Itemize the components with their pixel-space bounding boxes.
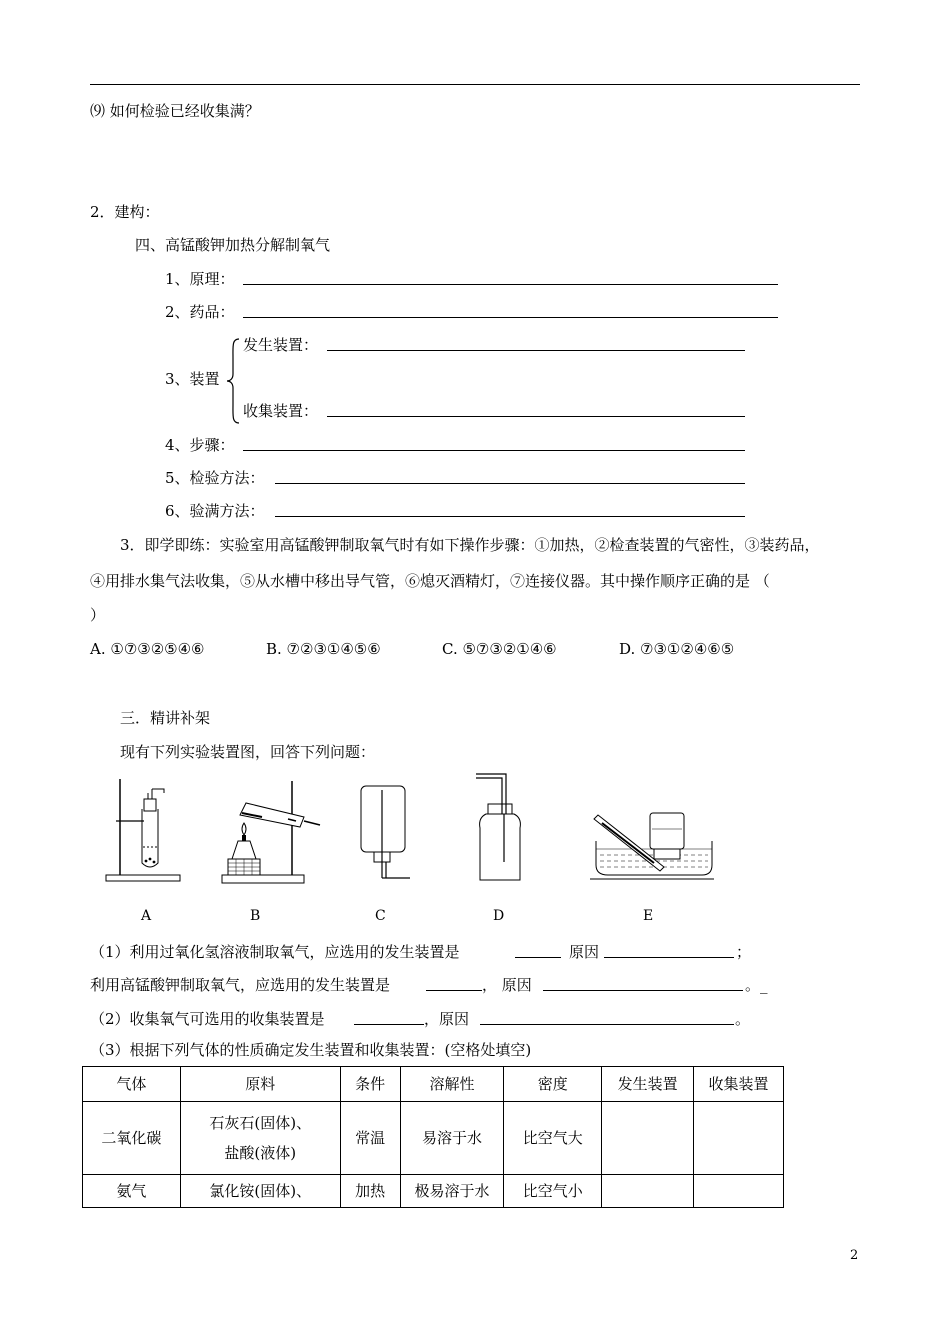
question-9: ⑼ 如何检验已经收集满？ [90, 102, 260, 120]
apparatus-e-drawing [590, 805, 714, 885]
steps-blank[interactable] [243, 450, 745, 451]
section-2-heading: 2．建构： [90, 203, 160, 221]
table-row [83, 1175, 784, 1208]
q1-text-6: 。_ [745, 976, 768, 994]
table-row [83, 1102, 784, 1175]
option-b[interactable]: B. ⑦②③①④⑤⑥ [266, 640, 381, 658]
q3-text: （3）根据下列气体的性质确定发生装置和收集装置：(空格处填空) [90, 1041, 532, 1059]
full-test-label: 6、验满方法： [165, 502, 265, 520]
cell-condition: 常温 [340, 1102, 400, 1175]
q1-text-5: ， 原因 [482, 976, 532, 994]
cell-material-line-1: 石灰石(固体)、 [209, 1114, 312, 1132]
cell-gas: 氨气 [83, 1175, 181, 1208]
collection-label: 收集装置： [243, 402, 319, 420]
test-method-blank[interactable] [275, 483, 745, 484]
principle-blank[interactable] [243, 284, 778, 285]
q2-text-3: 。 [735, 1010, 751, 1028]
cell-generation-input[interactable] [602, 1102, 694, 1175]
apparatus-c-drawing [358, 782, 413, 884]
option-a[interactable]: A. ①⑦③②⑤④⑥ [90, 640, 205, 658]
generation-label: 发生装置： [243, 336, 319, 354]
topic-4-heading: 四、高锰酸钾加热分解制氧气 [135, 236, 331, 254]
header-solubility: 溶解性 [400, 1067, 504, 1102]
q1-reason-blank-2[interactable] [543, 990, 743, 991]
q1-text-1: （1）利用过氧化氢溶液制取氧气，应选用的发生装置是 [90, 943, 460, 961]
header-collection: 收集装置 [694, 1067, 784, 1102]
apparatus-b-drawing [218, 777, 328, 887]
figure-label-b: B [250, 908, 261, 924]
q1-reason-blank-1[interactable] [604, 957, 734, 958]
cell-generation-input[interactable] [602, 1175, 694, 1208]
practice-line-3: ） [90, 606, 106, 624]
page-number: 2 [850, 1248, 859, 1263]
cell-solubility: 易溶于水 [400, 1102, 504, 1175]
cell-collection-input[interactable] [694, 1102, 784, 1175]
option-c[interactable]: C. ⑤⑦③②①④⑥ [442, 640, 557, 658]
figure-label-a: A [141, 908, 152, 924]
figure-intro: 现有下列实验装置图，回答下列问题： [120, 743, 376, 761]
q1-generation-blank-1[interactable] [515, 957, 561, 958]
cell-density: 比空气大 [504, 1102, 602, 1175]
q1-text-2: 原因 [569, 943, 600, 961]
apparatus-label: 3、装置 [165, 370, 220, 388]
apparatus-a-drawing [104, 775, 184, 885]
practice-line-1: 3．即学即练：实验室用高锰酸钾制取氧气时有如下操作步骤：①加热，②检查装置的气密性，③装药品， [120, 536, 820, 554]
header-material: 原料 [180, 1067, 340, 1102]
header-rule [90, 84, 860, 85]
practice-line-2: ④用排水集气法收集，⑤从水槽中移出导气管，⑥熄灭酒精灯，⑦连接仪器。其中操作顺序正确的是 （ [90, 572, 770, 590]
cell-condition: 加热 [340, 1175, 400, 1208]
table-header-row [83, 1067, 784, 1102]
reagents-blank[interactable] [243, 317, 778, 318]
header-gas: 气体 [83, 1067, 181, 1102]
q1-text-4: 利用高锰酸钾制取氧气，应选用的发生装置是 [90, 976, 391, 994]
q2-text-2: ，原因 [424, 1010, 470, 1028]
gas-properties-table [82, 1066, 784, 1208]
header-density: 密度 [504, 1067, 602, 1102]
cell-material-line-2: 盐酸(液体) [224, 1144, 297, 1162]
figure-label-d: D [493, 908, 505, 924]
test-method-label: 5、检验方法： [165, 469, 265, 487]
header-generation: 发生装置 [602, 1067, 694, 1102]
cell-density: 比空气小 [504, 1175, 602, 1208]
generation-blank[interactable] [327, 350, 745, 351]
principle-label: 1、原理： [165, 270, 235, 288]
q2-reason-blank[interactable] [480, 1024, 734, 1025]
collection-blank[interactable] [327, 416, 745, 417]
steps-label: 4、步骤： [165, 436, 235, 454]
full-test-blank[interactable] [275, 516, 745, 517]
apparatus-d-drawing [472, 770, 532, 884]
header-condition: 条件 [340, 1067, 400, 1102]
cell-solubility: 极易溶于水 [400, 1175, 504, 1208]
reagents-label: 2、药品： [165, 303, 235, 321]
q2-text-1: （2）收集氧气可选用的收集装置是 [90, 1010, 325, 1028]
figure-label-e: E [643, 908, 654, 924]
curly-brace [226, 338, 240, 424]
q1-generation-blank-2[interactable] [426, 990, 482, 991]
q2-collection-blank[interactable] [354, 1024, 424, 1025]
figure-label-c: C [375, 908, 386, 924]
cell-gas: 二氧化碳 [83, 1102, 181, 1175]
cell-collection-input[interactable] [694, 1175, 784, 1208]
section-3-heading: 三．精讲补架 [120, 709, 211, 727]
q1-text-3: ； [736, 943, 752, 961]
option-d[interactable]: D. ⑦③①②④⑥⑤ [619, 640, 735, 658]
cell-material: 氯化铵(固体)、 [180, 1175, 340, 1208]
cell-material [180, 1102, 340, 1175]
